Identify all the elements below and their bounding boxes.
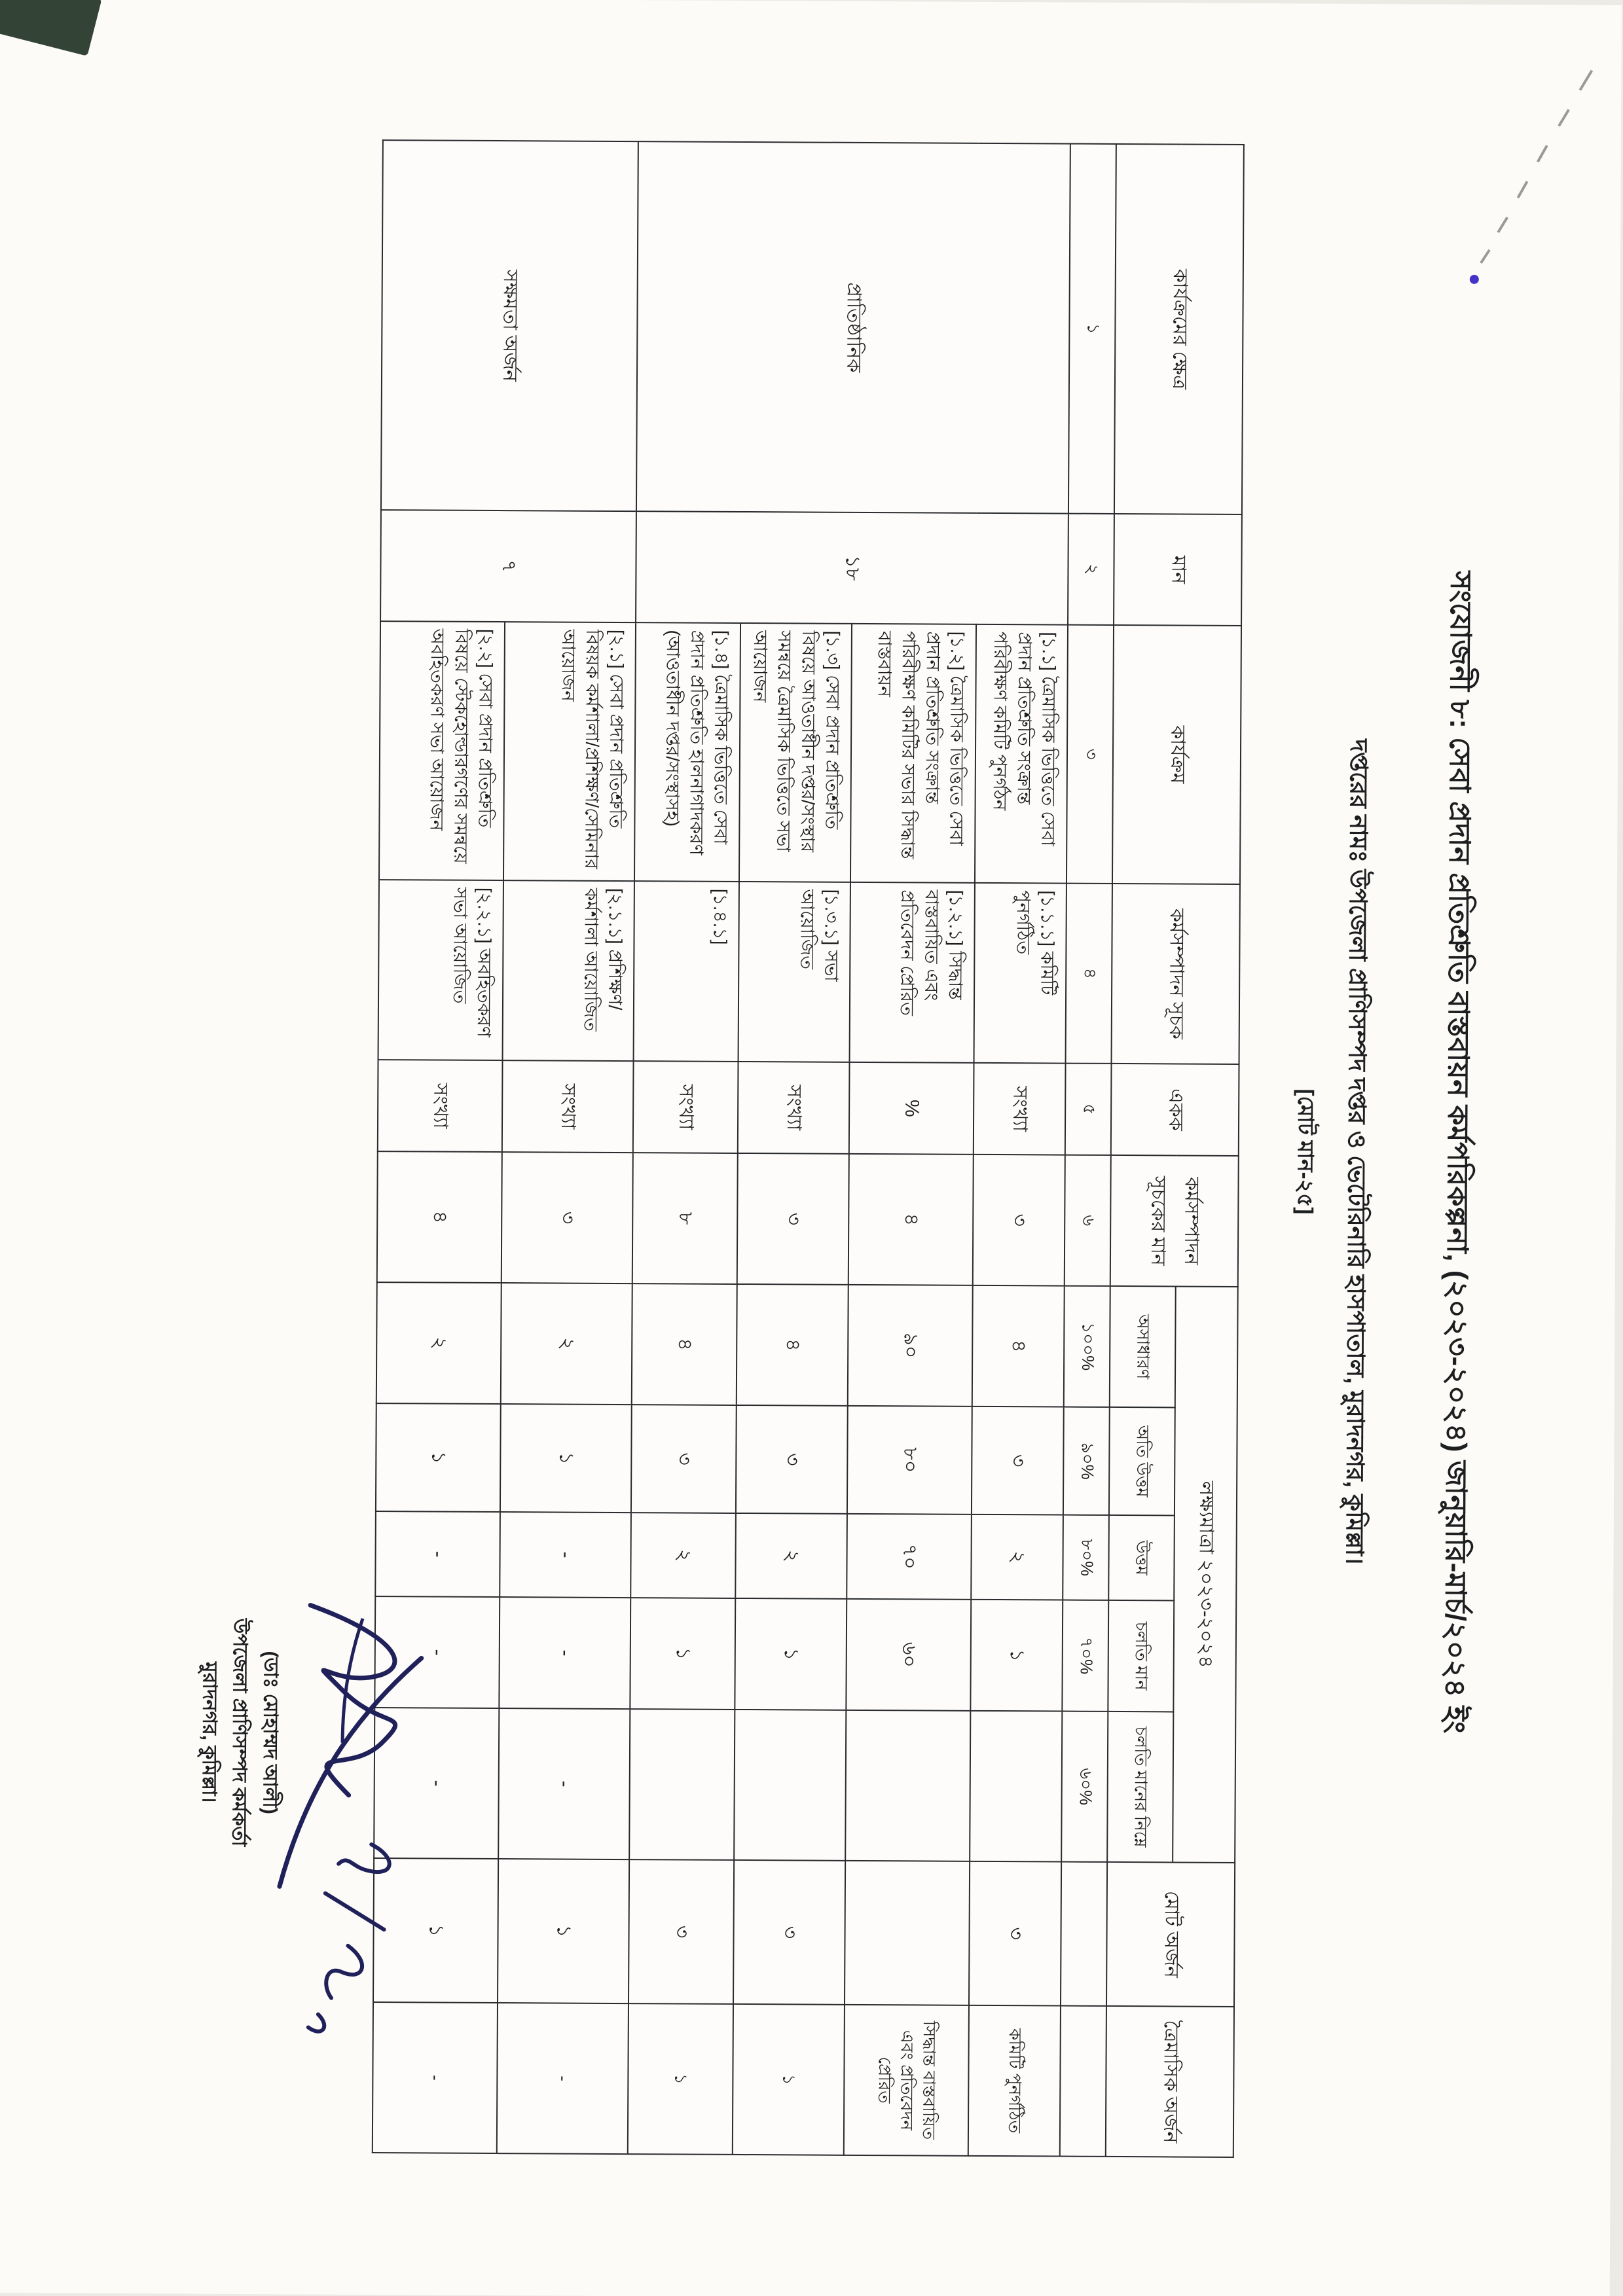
target-level-label-4: চলতি মানের নিম্নে [1107, 1712, 1173, 1863]
cell-activity: [১.৪] ত্রৈমাসিক ভিত্তিতে সেবা প্রদান প্রতিশ্রুতি হালনাগাদকরণ (আওতাধীন দপ্তর/সংস্থাসহ) [634, 622, 740, 882]
column-number-4: ৪ [1066, 884, 1112, 1064]
cell-unit: সংখ্যা [502, 1060, 634, 1153]
cell-quarterly-achievement: সিদ্ধান্ত বাস্তবায়িত এবং প্রতিবেদন প্রেরিত [844, 2005, 969, 2156]
cell-target-3: - [374, 1596, 500, 1708]
cell-unit: সংখ্যা [738, 1062, 850, 1154]
column-number-quarterly [1060, 2006, 1106, 2157]
cell-target-1: ১ [376, 1403, 501, 1512]
target-level-percent-2: ৮০% [1063, 1515, 1109, 1600]
cell-indicator: [২.২.১] অবহিতকরণ সভা আয়োজিত [378, 880, 503, 1060]
cell-target-3: ১ [970, 1600, 1063, 1712]
cell-total-achievement: ৩ [969, 1861, 1061, 2006]
section-weight-1: ৭ [380, 510, 636, 622]
cell-indicator-weight: ৩ [501, 1152, 633, 1283]
table-row [968, 143, 1070, 2157]
header-row [1171, 144, 1244, 2157]
cell-quarterly-achievement: কমিটি পুনর্গঠিত [968, 2005, 1061, 2157]
cell-target-3: ৬০ [846, 1599, 971, 1711]
cell-indicator-weight: ৪ [848, 1154, 974, 1285]
col-header-activity: কার্যক্রম [1112, 625, 1241, 884]
column-number-6: ৬ [1065, 1155, 1111, 1286]
cell-indicator-weight: ৩ [973, 1155, 1065, 1286]
cell-target-4 [629, 1709, 735, 1860]
target-level-label-0: অসাধারণ [1110, 1286, 1176, 1408]
scan-corner-smudge [0, 0, 102, 56]
cell-activity: [২.২] সেবা প্রদান প্রতিশ্রুতি বিষয়ে স্টেকহোল্ডারগণের সমন্বয়ে অবহিতকরণ সভা আয়োজন [379, 621, 505, 880]
col-header-indicator-weight: কর্মসম্পাদন সূচকের মান [1110, 1155, 1239, 1287]
cell-target-4: - [374, 1708, 499, 1859]
section-weight-0: ১৮ [636, 511, 1068, 624]
cell-total-achievement: ৩ [733, 1860, 845, 2005]
cell-target-2: - [500, 1512, 631, 1598]
cell-unit: সংখ্যা [633, 1061, 739, 1153]
signatory-name: (ডাঃ মোহাম্মদ আলী) [259, 1651, 282, 1814]
cell-target-2: - [375, 1511, 500, 1597]
cell-target-1: ৩ [736, 1405, 848, 1514]
cell-total-achievement: ১ [373, 1858, 498, 2003]
target-level-percent-3: ৭০% [1062, 1600, 1108, 1712]
cell-quarterly-achievement: ১ [733, 2004, 845, 2155]
cell-total-achievement: ৩ [629, 1859, 734, 2004]
col-header-target-group: লক্ষ্যমাত্রা ২০২৩-২০২৪ [1173, 1286, 1238, 1862]
section-area-1: সক্ষমতা অর্জন [381, 140, 638, 511]
handwritten-date-scribble [285, 1831, 411, 2047]
col-header-unit: একক [1111, 1064, 1239, 1156]
cell-unit: সংখ্যা [974, 1063, 1066, 1155]
signatory-designation: উপজেলা প্রাণিসম্পদ কর্মকর্তা [228, 1618, 251, 1847]
cell-indicator: [১.২.১] সিদ্ধান্ত বাস্তবায়িত এবং প্রতিবেদন প্রেরিত [850, 882, 975, 1063]
cell-target-3: - [499, 1597, 630, 1709]
cell-target-1: ৮০ [847, 1406, 972, 1515]
cell-activity: [১.৩] সেবা প্রদান প্রতিশ্রুতি বিষয়ে আওতাধীন দপ্তর/সংস্থার সমন্বয়ে ত্রৈমাসিক ভিত্তিতে সভা আয়োজন [739, 623, 852, 882]
cell-indicator: [২.১.১] প্রশিক্ষণ/কর্মশালা আয়োজিত [503, 880, 634, 1061]
cell-target-3: ১ [735, 1598, 847, 1710]
cell-target-4 [845, 1710, 970, 1861]
cell-indicator: [১.৪.১] [634, 881, 739, 1062]
target-level-percent-0: ১০০% [1064, 1286, 1110, 1407]
cell-quarterly-achievement: - [373, 2002, 498, 2153]
cell-target-3: ১ [630, 1598, 735, 1710]
cell-target-0: ৪ [972, 1285, 1065, 1407]
document-title: সংযোজনী ৮: সেবা প্রদান প্রতিশ্রুতি বাস্তবায়ন কর্মপরিকল্পনা, (২০২৩-২০২৪) জানুয়ারি-মার্চ/২০২৪ ইং [1438, 571, 1477, 1734]
cell-target-2: ২ [971, 1515, 1063, 1600]
cell-indicator: [১.১.১] কমিটি পুনর্গঠিত [974, 883, 1067, 1064]
cell-target-0: ৪ [632, 1283, 737, 1405]
cell-target-4 [734, 1710, 846, 1861]
cell-activity: [১.২] ত্রৈমাসিক ভিত্তিতে সেবা প্রদান প্রতিশ্রুতি সংক্রান্ত পরিবীক্ষণ কমিটির সভার সিদ্ধান্ত বাস্তবায়ন [850, 624, 976, 883]
cell-target-2: ২ [630, 1513, 736, 1598]
cell-indicator-weight: ৮ [632, 1153, 738, 1284]
target-level-percent-4: ৬০% [1061, 1712, 1108, 1862]
cell-target-0: ৯০ [848, 1285, 973, 1407]
col-header-weight: মান [1114, 514, 1242, 626]
column-number-3: ৩ [1067, 625, 1114, 884]
office-name-line: দপ্তরের নামঃ উপজেলা প্রাণিসম্পদ দপ্তর ও ভেটেরিনারি হাসপাতাল, মুরাদনগর, কুমিল্লা। [1341, 739, 1373, 1565]
cell-unit: সংখ্যা [378, 1060, 503, 1152]
col-header-quarterly-achievement: ত্রৈমাসিক অর্জন [1106, 2006, 1234, 2157]
table-row [497, 141, 638, 2154]
target-level-label-3: চলতি মান [1108, 1600, 1174, 1712]
cell-target-0: ২ [501, 1283, 632, 1405]
total-marks-line: [মোট মান-২৫] [1293, 1088, 1319, 1215]
cell-activity: [২.১] সেবা প্রদান প্রতিশ্রুতি বিষয়ক কর্মশালা/প্রশিক্ষণ/সেমিনার আয়োজন [503, 622, 636, 881]
cell-target-4: - [498, 1708, 630, 1859]
signatory-station: মুরাদনগর, কুমিল্লা। [198, 1661, 221, 1803]
cell-target-1: ৩ [972, 1407, 1064, 1515]
target-level-label-1: অতি উত্তম [1109, 1407, 1175, 1516]
cell-indicator-weight: ৪ [377, 1151, 502, 1283]
col-header-area: কার্যক্রমের ক্ষেত্র [1114, 144, 1244, 514]
cell-quarterly-achievement: - [497, 2003, 629, 2154]
column-number-1: ১ [1068, 144, 1116, 514]
commitment-plan-table [372, 139, 1245, 2158]
column-number-total [1061, 1862, 1107, 2006]
cell-indicator-weight: ৩ [737, 1153, 849, 1285]
cell-activity: [১.১] ত্রৈমাসিক ভিত্তিতে সেবা প্রদান প্রতিশ্রুতি সংক্রান্ত পরিবীক্ষণ কমিটি পুনর্গঠন [975, 624, 1068, 884]
cell-target-2: ৭০ [847, 1514, 972, 1600]
col-header-indicator: কর্মসম্পাদন সূচক [1112, 884, 1240, 1064]
cell-target-0: ৪ [737, 1284, 848, 1406]
column-number-5: ৫ [1065, 1064, 1112, 1155]
cell-indicator: [১.৩.১] সভা আয়োজিত [739, 882, 850, 1062]
cell-target-2: ২ [735, 1513, 847, 1599]
target-level-percent-1: ৯০% [1063, 1407, 1110, 1515]
col-header-total-achievement: মোট অর্জন [1106, 1862, 1235, 2007]
target-level-label-2: উত্তম [1108, 1515, 1175, 1601]
cell-target-0: ২ [376, 1282, 501, 1404]
cell-total-achievement: ১ [498, 1859, 629, 2003]
signature-block [192, 1523, 286, 1943]
column-number-2: ২ [1068, 514, 1114, 625]
cell-target-1: ১ [500, 1404, 632, 1513]
cell-total-achievement [845, 1861, 970, 2005]
section-area-0: প্রাতিষ্ঠানিক [636, 141, 1070, 513]
cell-target-1: ৩ [631, 1405, 737, 1513]
cell-target-4 [970, 1711, 1062, 1862]
cell-unit: % [849, 1062, 974, 1155]
cell-quarterly-achievement: ১ [628, 2003, 733, 2155]
